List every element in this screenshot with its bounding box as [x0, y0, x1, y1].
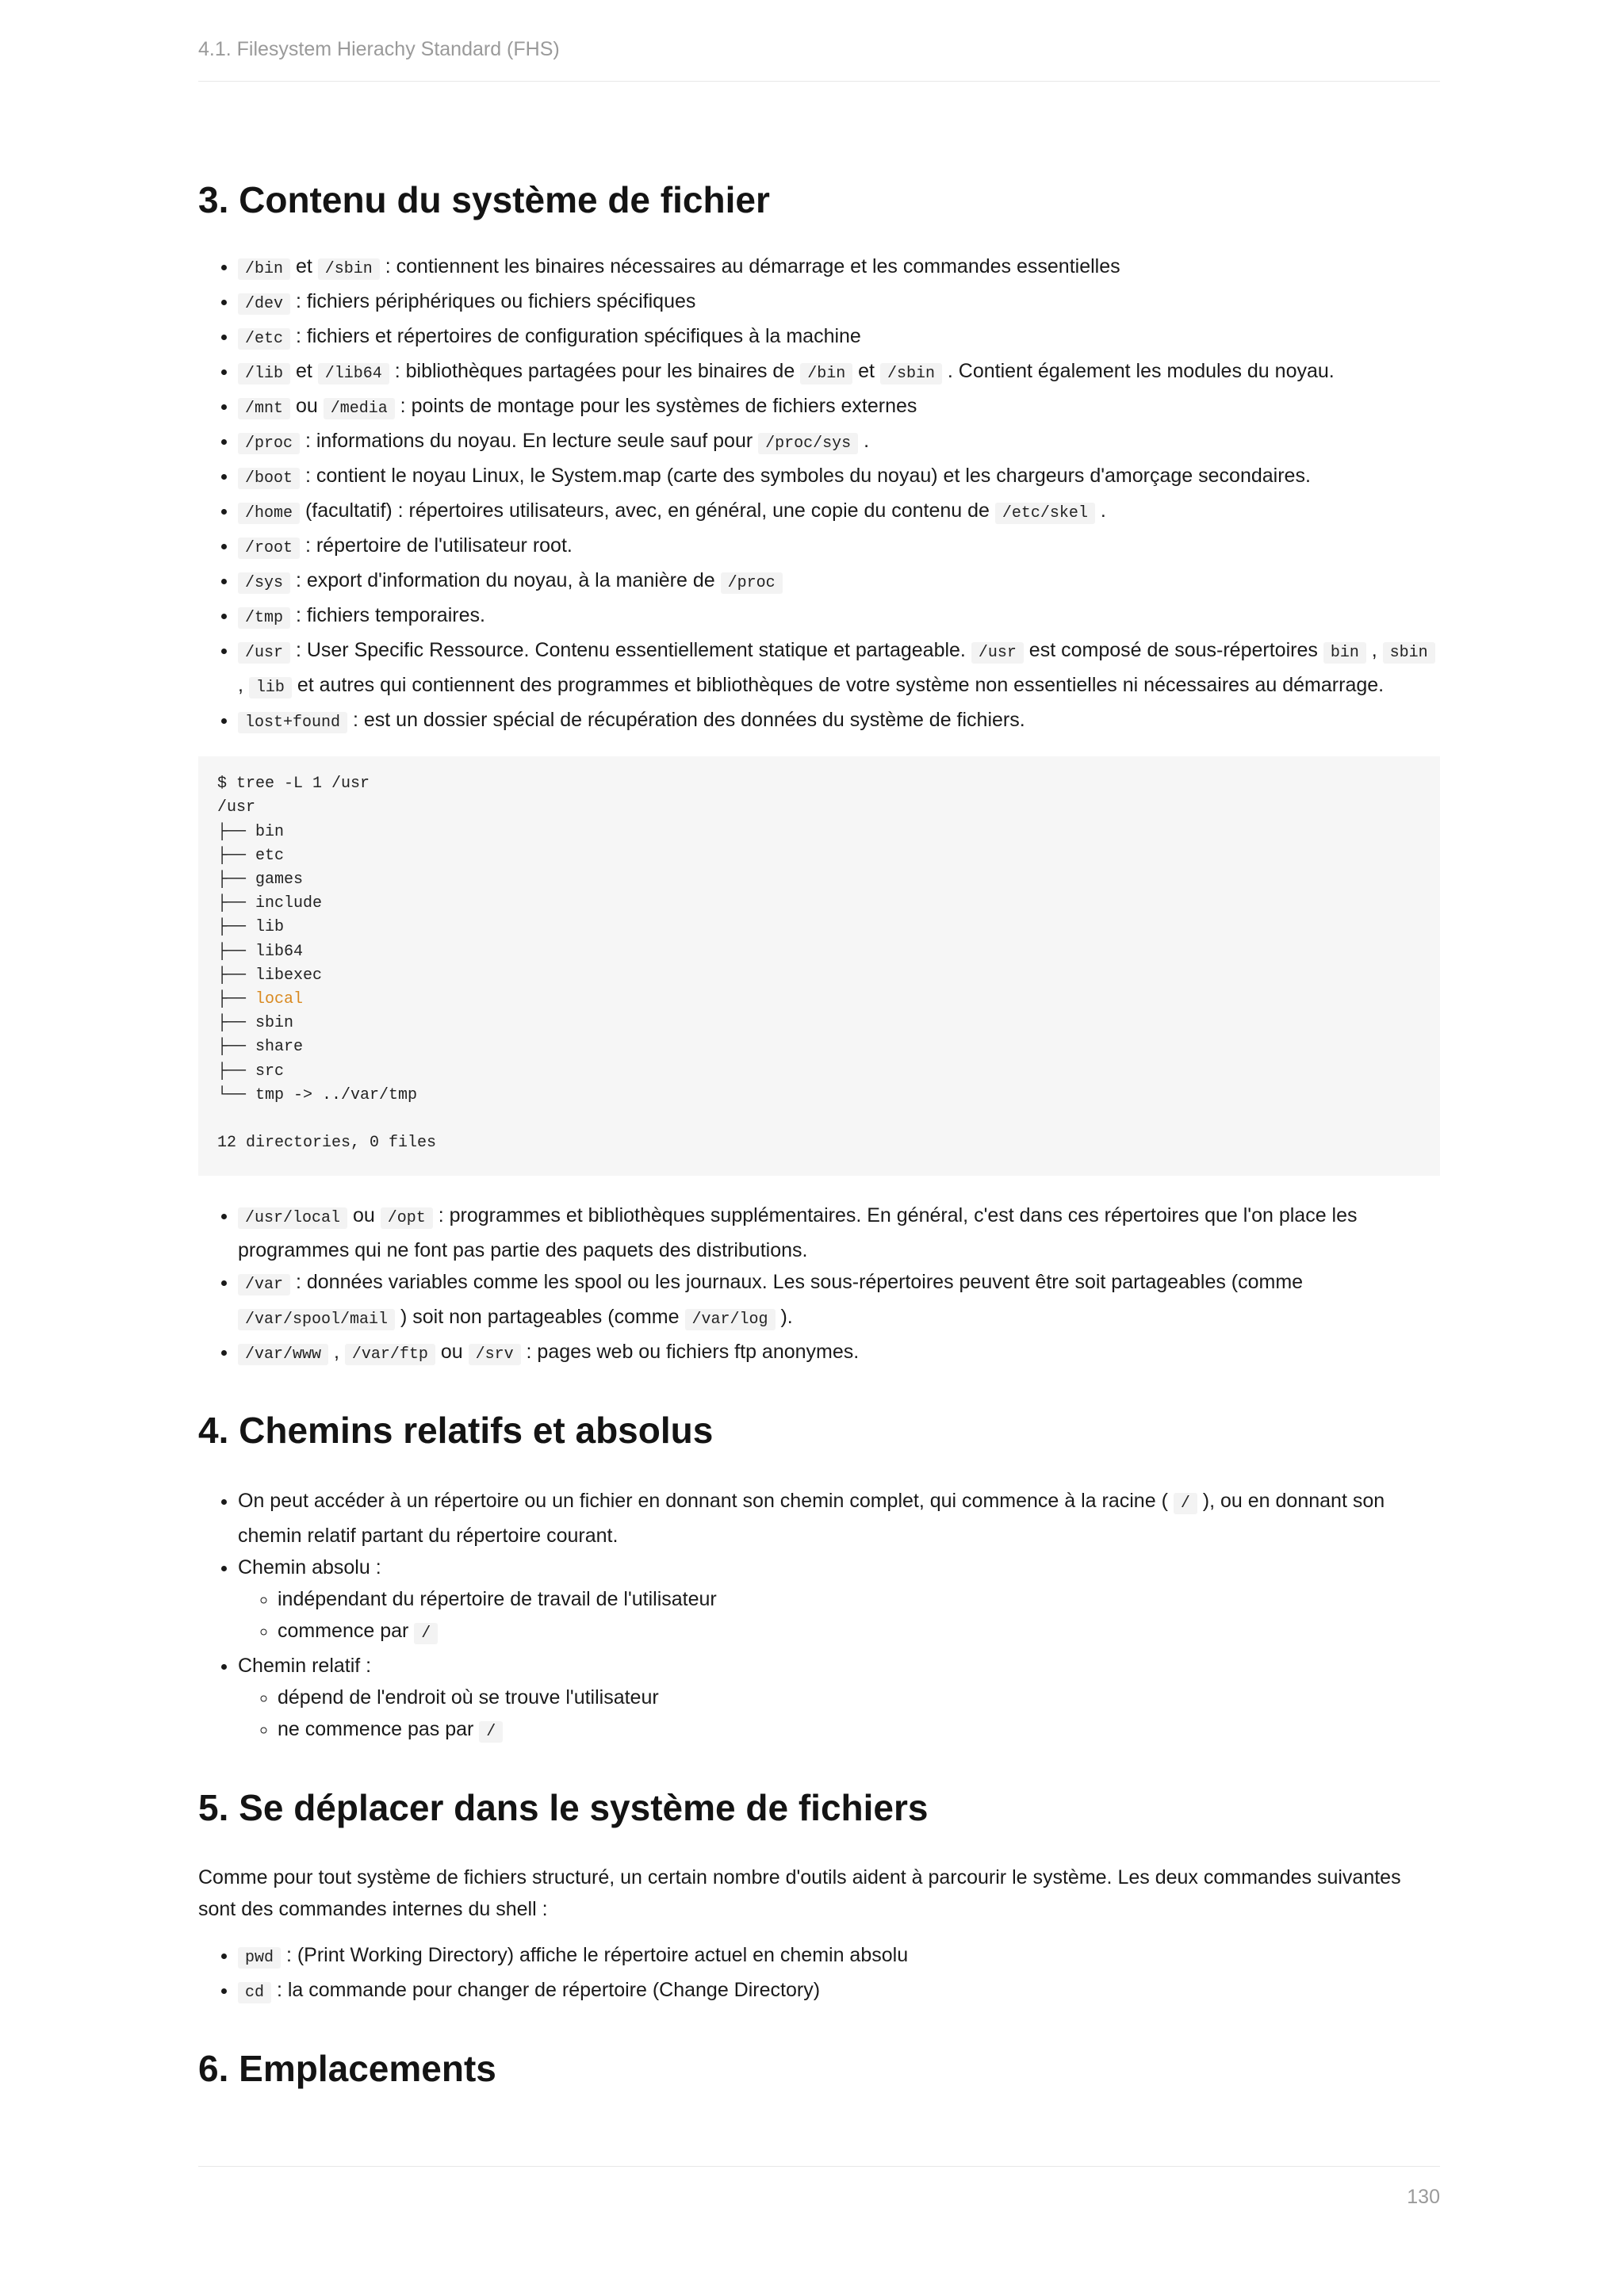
inline-code: /opt: [381, 1207, 433, 1229]
fhs-directory-list: [198, 251, 1440, 739]
inline-code: cd: [238, 1982, 271, 2003]
list-item: • /tmp : fichiers temporaires.: [238, 599, 1440, 634]
list-item: ◦ indépendant du répertoire de travail de l'utilisateur: [278, 1583, 1440, 1615]
tree-local-entry: local: [255, 990, 304, 1009]
shell-commands-list: [198, 1939, 1440, 2009]
inline-code: /mnt: [238, 398, 290, 419]
section-3-heading: 3. Contenu du système de fichier: [198, 179, 770, 220]
section-4-heading: 4. Chemins relatifs et absolus: [198, 1410, 714, 1452]
inline-code: /home: [238, 503, 300, 524]
extra-directory-list: [198, 1200, 1440, 1371]
inline-code: /proc: [721, 572, 783, 594]
inline-code: /: [414, 1623, 438, 1644]
list-item: • /root : répertoire de l'utilisateur root.: [238, 530, 1440, 564]
tree-code-block: $ tree -L 1 /usr /usr ├── bin ├── etc ├── games ├── include ├── lib ├── lib64 ├── libexec ├── local ├── sbin ├── share ├── src └── tmp -> ../var/tmp 12 directories, 0 files: [198, 756, 1440, 1176]
section-5-paragraph: Comme pour tout système de fichiers structuré, un certain nombre d'outils aident à parcourir le système. Les deux commandes suivantes sont des commandes internes du shell :: [198, 1866, 1401, 1920]
list-item: • Chemin absolu : ◦ indépendant du répertoire de travail de l'utilisateur ◦ commence par /: [238, 1552, 1440, 1650]
inline-code: /usr: [971, 642, 1024, 664]
inline-code: /sys: [238, 572, 290, 594]
inline-code: /var/spool/mail: [238, 1309, 395, 1330]
list-item: • /usr : User Specific Ressource. Contenu essentiellement statique et partageable. /usr est composé de sous-répertoires bin , sbin , lib et autres qui contiennent des programmes et bibliothèques de votre système non essentielles ni nécessaires au démarrage.: [238, 634, 1440, 704]
section-5-heading: 5. Se déplacer dans le système de fichiers: [198, 1786, 929, 1828]
list-item: • /proc : informations du noyau. En lecture seule sauf pour /proc/sys .: [238, 425, 1440, 460]
header-divider: [198, 81, 1440, 82]
inline-code: /bin: [800, 363, 852, 385]
inline-code: /proc: [238, 433, 300, 454]
list-item: • /bin et /sbin : contiennent les binaires nécessaires au démarrage et les commandes essentielles: [238, 251, 1440, 285]
inline-code: /lib64: [318, 363, 389, 385]
page-content: [198, 178, 1440, 2122]
list-item: • On peut accéder à un répertoire ou un fichier en donnant son chemin complet, qui commence à la racine ( / ), ou en donnant son chemin relatif partant du répertoire courant.: [238, 1485, 1440, 1552]
paths-list: [198, 1485, 1440, 1748]
inline-code: /srv: [469, 1344, 521, 1365]
list-item: ◦ dépend de l'endroit où se trouve l'utilisateur: [278, 1682, 1440, 1713]
inline-code: /sbin: [880, 363, 942, 385]
list-item: • /home (facultatif) : répertoires utilisateurs, avec, en général, une copie du contenu de /etc/skel .: [238, 495, 1440, 530]
list-item: • /usr/local ou /opt : programmes et bibliothèques supplémentaires. En général, c'est dans ces répertoires que l'on place les programmes qui ne font pas partie des paquets des distributions.: [238, 1200, 1440, 1266]
inline-code: /boot: [238, 468, 300, 489]
inline-code: /root: [238, 538, 300, 559]
list-item: • /var/www , /var/ftp ou /srv : pages web ou fichiers ftp anonymes.: [238, 1336, 1440, 1371]
inline-code: /etc: [238, 328, 290, 350]
list-item: • /var : données variables comme les spool ou les journaux. Les sous-répertoires peuvent être soit partageables (comme /var/spool/mail ) soit non partageables (comme /var/log ).: [238, 1266, 1440, 1336]
inline-code: /dev: [238, 293, 290, 315]
list-item: • /boot : contient le noyau Linux, le System.map (carte des symboles du noyau) et les chargeurs d'amorçage secondaires.: [238, 460, 1440, 495]
inline-code: /bin: [238, 258, 290, 280]
inline-code: lib: [249, 677, 292, 698]
inline-code: /proc/sys: [758, 433, 858, 454]
list-item: • /sys : export d'information du noyau, à la manière de /proc: [238, 564, 1440, 599]
inline-code: /var/www: [238, 1344, 328, 1365]
inline-code: /tmp: [238, 607, 290, 629]
inline-code: sbin: [1383, 642, 1435, 664]
list-item: ◦ commence par /: [278, 1615, 1440, 1650]
inline-code: pwd: [238, 1947, 281, 1969]
list-item: • cd : la commande pour changer de répertoire (Change Directory): [238, 1974, 1440, 2009]
inline-code: /var/log: [685, 1309, 776, 1330]
inline-code: /: [479, 1721, 503, 1743]
absolute-path-sublist: [238, 1583, 1440, 1650]
inline-code: lost+found: [238, 712, 347, 733]
list-item: • /lib et /lib64 : bibliothèques partagées pour les binaires de /bin et /sbin . Contient également les modules du noyau.: [238, 355, 1440, 390]
inline-code: /usr/local: [238, 1207, 347, 1229]
running-header: 4.1. Filesystem Hierachy Standard (FHS): [198, 38, 560, 60]
inline-code: /usr: [238, 642, 290, 664]
list-item: • /etc : fichiers et répertoires de configuration spécifiques à la machine: [238, 320, 1440, 355]
inline-code: /var: [238, 1274, 290, 1295]
page-number: 130: [1407, 2186, 1440, 2208]
section-6-heading: 6. Emplacements: [198, 2047, 496, 2089]
footer-divider: [198, 2166, 1440, 2167]
inline-code: /etc/skel: [995, 503, 1095, 524]
inline-code: bin: [1323, 642, 1366, 664]
inline-code: /sbin: [318, 258, 380, 280]
list-item: • /dev : fichiers périphériques ou fichiers spécifiques: [238, 285, 1440, 320]
list-item: ◦ ne commence pas par /: [278, 1713, 1440, 1748]
inline-code: /lib: [238, 363, 290, 385]
list-item: • /mnt ou /media : points de montage pour les systèmes de fichiers externes: [238, 390, 1440, 425]
inline-code: /var/ftp: [345, 1344, 435, 1365]
list-item: • lost+found : est un dossier spécial de récupération des données du système de fichiers.: [238, 704, 1440, 739]
list-item: • pwd : (Print Working Directory) affiche le répertoire actuel en chemin absolu: [238, 1939, 1440, 1974]
relative-path-sublist: [238, 1682, 1440, 1748]
list-item: • Chemin relatif : ◦ dépend de l'endroit où se trouve l'utilisateur ◦ ne commence pas par /: [238, 1650, 1440, 1748]
inline-code: /media: [324, 398, 395, 419]
inline-code: /: [1174, 1493, 1197, 1514]
